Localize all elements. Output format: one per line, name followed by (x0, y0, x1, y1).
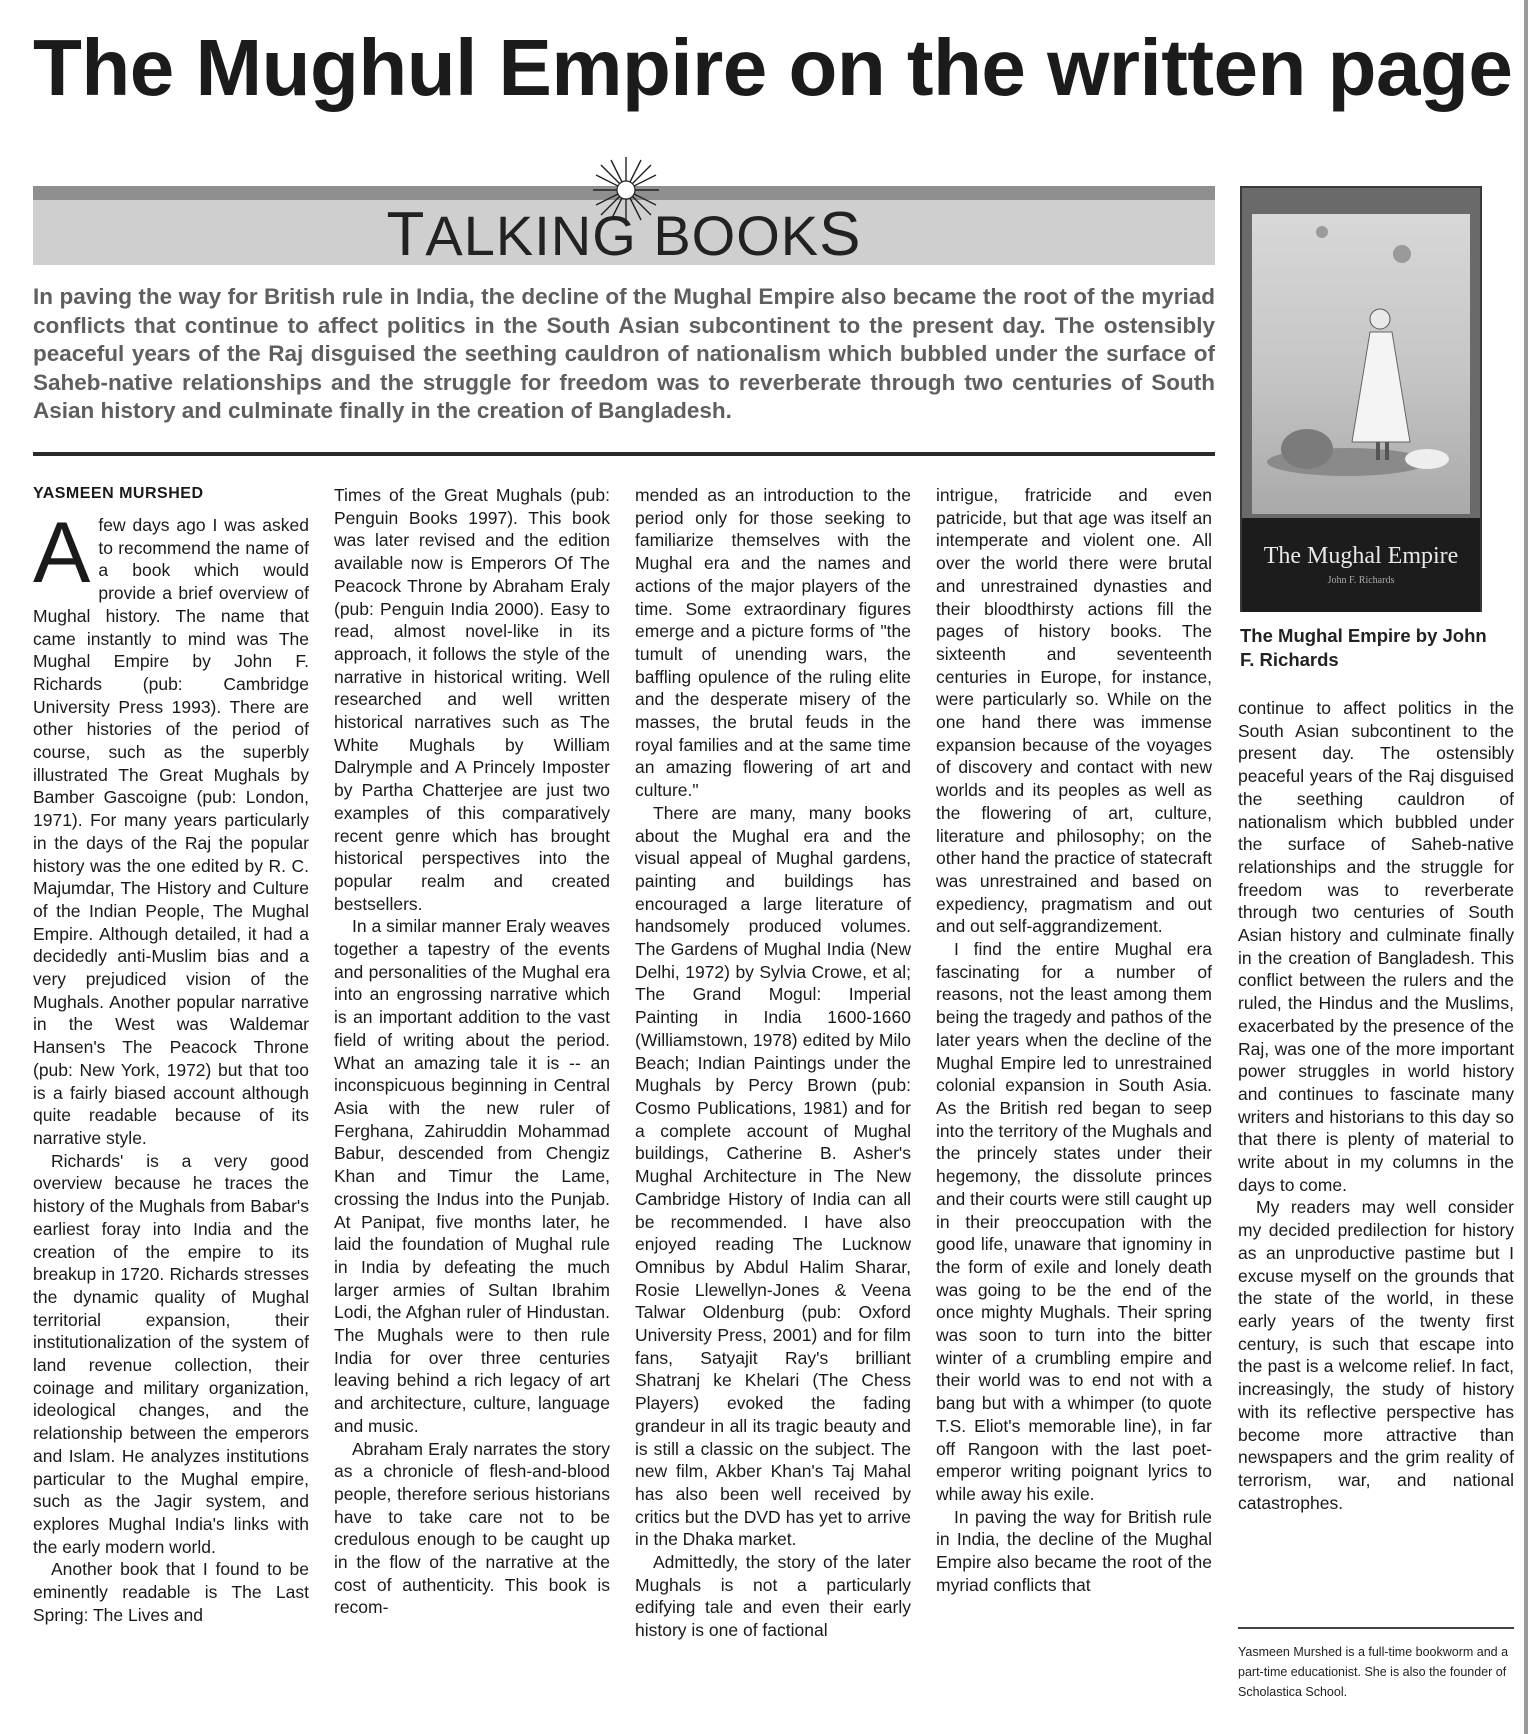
paragraph: There are many, many books about the Mughal era and the visual appeal of Mughal gardens, painting and buildings has encouraged a large literature of handsomely produced volumes. The Gardens of Mughal India (New Delhi, 1972) by Sylvia Crowe, et al; The Grand Mogul: Imperial Painting in India 1600-1660 (Williamstown, 1978) edited by Milo Beach; Indian Paintings under the Mughals by Percy Brown (pub: Cosmo Publications, 1981) and for a complete account of Mughal buildings, Catherine B. Asher's Mughal Architecture in The New Cambridge History of India can all be recommended. I have also enjoyed reading The Lucknow Omnibus by Abdul Halim Sharar, Rosie Llewellyn-Jones & Veena Talwar Oldenburg (pub: Oxford University Press, 2001) and for film fans, Satyajit Ray's brilliant Shatranj ke Khelari (The Chess Players) evoked the fading grandeur in all its tragic beauty and is still a classic on the subject. The new film, Akber Khan's Taj Mahal has also been well received by critics but the DVD has yet to arrive in the Dhaka market. (635, 802, 911, 1550)
section-divider (33, 452, 1215, 456)
paragraph: continue to affect politics in the South Asian subcontinent to the present day. The ostensibly peaceful years of the Raj disguised the seething cauldron of nationalism which bubbled under the surface of Saheb-native relationships and the struggle for freedom was to reverberate through two centuries of South Asian history and culminate finally in the creation of Bangladesh. This conflict between the rulers and the ruled, the Hindus and the Muslims, exacerbated by the presence of the Raj, was one of the more important power struggles in world history and continues to fascinate many writers and historians to this day so that there is plenty of material to write about in my columns in the days to come. (1238, 698, 1514, 1195)
article-column-5 (1238, 697, 1514, 1514)
paragraph: Afew days ago I was asked to recommend the name of a book which would provide a brief overview of Mughal history. The name that came instantly to mind was The Mughal Empire by John F. Richards (pub: Cambridge University Press 1993). There are other histories of the period of course, such as the superbly illustrated The Great Mughals by Bamber Gascoigne (pub: London, 1971). For many years particularly in the days of the Raj the popular history was the one edited by R. C. Majumdar, The History and Culture of the Indian People, The Mughal Empire. Although detailed, it had a decidedly anti-Muslim bias and a very prejudiced vision of the Mughals. Another popular narrative in the West was Waldemar Hansen's The Peacock Throne (pub: New York, 1972) but that too is a fairly biased account although quite readable because of its narrative style. (33, 505, 309, 1148)
article-column-1 (33, 484, 309, 1626)
starburst-icon (591, 155, 661, 225)
cover-author: John F. Richards (1327, 575, 1395, 586)
cover-title: The Mughal Empire (1263, 543, 1459, 569)
book-cover-image (1240, 186, 1482, 612)
paragraph: Abraham Eraly narrates the story as a chronicle of flesh-and-blood people, therefore serious historians have to take care not to be credulous enough to be caught up in the flow of the narrative at the cost of authenticity. This book is recom- (334, 1438, 610, 1618)
paragraph: In paving the way for British rule in India, the decline of the Mughal Empire also became the root of the myriad conflicts that (936, 1506, 1212, 1595)
paragraph: My readers may well consider my decided predilection for history as an unproductive pastime but I excuse myself on the grounds that the state of the world, in these early years of the twenty first century, is such that escape into the past is a welcome relief. In fact, increasingly, the study of history with its reflective perspective has become more attractive than newspapers and the grim reality of terrorism, war, and national catastrophes. (1238, 1197, 1514, 1513)
section-title: TALKING BOOKS (386, 200, 862, 269)
page-edge-rule (1524, 0, 1528, 1734)
author-note-rule (1238, 1627, 1514, 1629)
cover-caption: The Mughal Empire by John F. Richards (1240, 625, 1487, 670)
paragraph: In a similar manner Eraly weaves together a tapestry of the events and personalities of the Mughal era into an engrossing narrative which is an important addition to the vast field of writing about the period. What an amazing tale it is -- an inconspicuous beginning in Central Asia with the new ruler of Ferghana, Zahiruddin Mohammad Babur, descended from Chengiz Khan and Timur the Lame, crossing the Indus into the Punjab. At Panipat, five months later, he laid the foundation of Mughal rule in India by defeating the much larger armies of Sultan Ibrahim Lodi, the Afghan ruler of Hindustan. The Mughals were to then rule India for over three centuries leaving behind a rich legacy of art and architecture, culture, language and music. (334, 916, 610, 1436)
emperor-figure-illustration (1252, 214, 1470, 514)
paragraph: mended as an introduction to the period only for those seeking to familiarize themselves with the Mughal era and the names and actions of the major players of the time. Some extraordinary figures emerge and a picture forms of "the tumult of unending wars, the baffling opulence of the ruling elite and the desperate misery of the masses, the brutal feuds in the royal families and at the same time an amazing flowering of art and culture." (635, 485, 911, 801)
article-column-3 (635, 484, 911, 1642)
paragraph: Another book that I found to be eminently readable is The Last Spring: The Lives and (33, 1559, 309, 1625)
paragraph: intrigue, fratricide and even patricide, but that age was itself an intemperate and violent one. All over the world there were brutal and unrestrained dynasties and their bloodthirsty actions fill the pages of history books. The sixteenth and seventeenth centuries in Europe, for instance, were particularly so. While on the one hand there was immense expansion because of the voyages of discovery and contact with new worlds and its peoples as well as the flowering of art, culture, literature and philosophy; on the other hand the practice of statecraft was unrestrained and based on expediency, pragmatism and out and out self-aggrandizement. (936, 485, 1212, 937)
author-byline: YASMEEN MURSHED (33, 485, 204, 502)
paragraph: Times of the Great Mughals (pub: Penguin Books 1997). This book was later revised and the edition available now is Emperors Of The Peacock Throne by Abraham Eraly (pub: Penguin India 2000). Easy to read, almost novel-like in its approach, it follows the style of the narrative in historical writing. Well researched and well written historical narratives such as The White Mughals by William Dalrymple and A Princely Imposter by Partha Chatterjee are just two examples of this comparatively recent genre which has brought historical perspectives into the popular realm and created bestsellers. (334, 485, 610, 914)
paragraph: Admittedly, the story of the later Mughals is not a particularly edifying tale and even their early history is one of factional (635, 1552, 911, 1641)
drop-cap: A (33, 505, 91, 601)
article-column-4 (936, 484, 1212, 1596)
paragraph: I find the entire Mughal era fascinating for a number of reasons, not the least among them being the tragedy and pathos of the later years when the decline of the Mughal Empire led to unrestrained colonial expansion in South Asia. As the British red began to seep into the territory of the Mughals and the princely states under their hegemony, the dissolute princes and their courts were still caught up in their preoccupation with the good life, unaware that ignominy in the form of exile and lonely death was going to be the end of the once mighty Mughals. Their spring was soon to turn into the bitter winter of a crumbling empire and their world was to end not with a bang but with a whimper (to quote T.S. Eliot's memorable line), in far off Rangoon with the last poet-emperor writing poignant lyrics to while away his exile. (936, 939, 1212, 1504)
headline: The Mughul Empire on the written page (33, 23, 1513, 112)
paragraph: Richards' is a very good overview because he traces the history of the Mughals from Babar's earliest foray into India and the creation of the empire to its breakup in 1720. Richards stresses the dynamic quality of Mughal territorial expansion, their institutionalization of the system of land revenue collection, their coinage and military organization, ideological changes, and the relationship between the emperors and Islam. He analyzes institutions particular to the Mughal empire, such as the Jagir system, and explores Mughal India's links with the early modern world. (33, 1150, 309, 1557)
article-column-2 (334, 484, 610, 1619)
intro-standfirst: In paving the way for British rule in India, the decline of the Mughal Empire also became the root of the myriad conflicts that continue to affect politics in the South Asian subcontinent to the present day. The ostensibly peaceful years of the Raj disguised the seething cauldron of nationalism which bubbled under the surface of Saheb-native relationships and the struggle for freedom was to reverberate through two centuries of South Asian history and culminate finally in the creation of Bangladesh. (33, 284, 1215, 424)
cover-painting (1252, 214, 1470, 514)
author-note: Yasmeen Murshed is a full-time bookworm and a part-time educationist. She is also the founder of Scholastica School. (1238, 1645, 1509, 1699)
